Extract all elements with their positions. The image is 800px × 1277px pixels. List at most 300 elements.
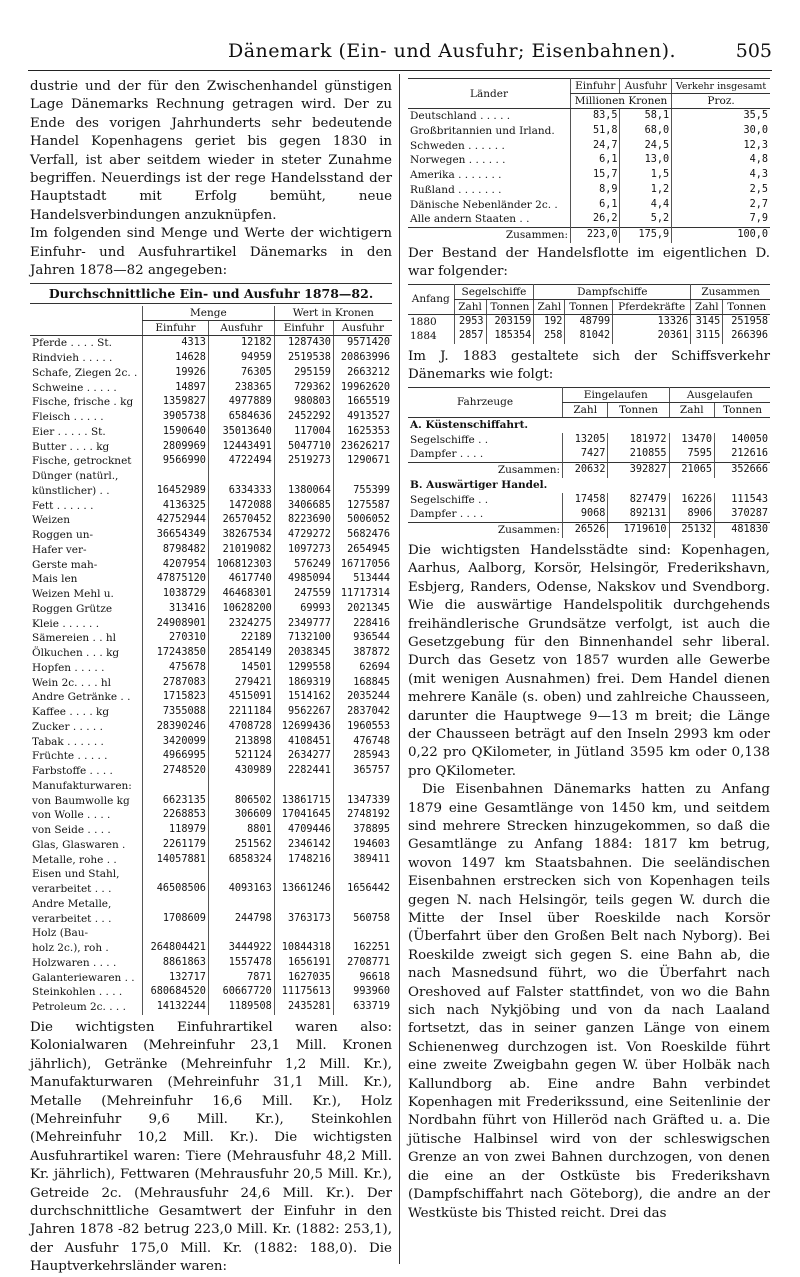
- row-value: 2261179: [143, 838, 209, 853]
- row-value: 117004: [274, 425, 333, 440]
- row-value: 30,0: [672, 124, 770, 139]
- row-value: 8223690: [274, 513, 333, 528]
- row-value: 12,3: [672, 139, 770, 154]
- running-title: Dänemark (Ein- und Ausfuhr; Eisenbahnen).: [228, 40, 677, 62]
- row-value: 1287430: [274, 336, 333, 351]
- trade-row: [30, 735, 392, 750]
- row-label: 1880: [410, 315, 437, 328]
- row-value: 203159: [486, 314, 534, 329]
- row-value: 35,5: [672, 109, 770, 124]
- row-value: 7871: [208, 971, 274, 986]
- countries-table: [408, 78, 770, 243]
- trade-row: [30, 646, 392, 661]
- row-value: [333, 926, 392, 941]
- trade-table-body: [30, 336, 392, 1015]
- row-value: [333, 897, 392, 912]
- row-value: 3145: [691, 314, 723, 329]
- row-value: 1590640: [143, 425, 209, 440]
- ausfuhr-header: Ausfuhr: [620, 79, 672, 94]
- row-value: [274, 469, 333, 484]
- fleet-table: [408, 284, 770, 345]
- ein-tonnen-header: Tonnen: [608, 402, 669, 417]
- trade-row: [30, 823, 392, 838]
- row-value: 1665519: [333, 395, 392, 410]
- row-label: Weizen: [32, 514, 71, 527]
- row-value: 24908901: [143, 617, 209, 632]
- row-value: 4729272: [274, 528, 333, 543]
- row-value: 806502: [208, 794, 274, 809]
- anfang-header: Anfang: [408, 284, 454, 314]
- row-label: Hafer ver-: [32, 543, 87, 556]
- trade-table: [30, 306, 392, 1015]
- row-value: 60667720: [208, 985, 274, 1000]
- row-value: 9562267: [274, 705, 333, 720]
- row-value: 270310: [143, 631, 209, 646]
- menge-header: Menge: [143, 306, 275, 321]
- row-value: 175,9: [620, 228, 672, 243]
- row-value: 14132244: [143, 1000, 209, 1015]
- row-label: Dampfer . . . .: [410, 448, 484, 461]
- row-label: Mais len: [32, 573, 78, 586]
- trade-row: [30, 985, 392, 1000]
- row-value: 251958: [723, 314, 770, 329]
- einfuhr-header: Einfuhr: [571, 79, 620, 94]
- row-value: 26526: [563, 523, 608, 538]
- row-value: 352666: [715, 463, 771, 478]
- aus-zahl-header: Zahl: [669, 402, 714, 417]
- trade-row: [30, 956, 392, 971]
- row-value: 132717: [143, 971, 209, 986]
- fleet-paragraph: Der Bestand der Handelsflotte im eigentlichen D. war folgender:: [408, 245, 770, 280]
- segel-zahl-header: Zahl: [454, 299, 486, 314]
- row-value: 1656191: [274, 956, 333, 971]
- segel-tonnen-header: Tonnen: [486, 299, 534, 314]
- row-value: 210855: [608, 447, 669, 462]
- row-value: 9068: [563, 507, 608, 522]
- row-value: 2953: [454, 314, 486, 329]
- row-value: 192: [534, 314, 565, 329]
- row-value: 19926: [143, 366, 209, 381]
- row-value: 5,2: [620, 212, 672, 227]
- row-value: 20863996: [333, 351, 392, 366]
- country-row: [408, 139, 770, 154]
- row-value: 9566990: [143, 454, 209, 469]
- row-value: 247559: [274, 587, 333, 602]
- row-value: 4093163: [208, 882, 274, 897]
- row-value: 1627035: [274, 971, 333, 986]
- row-value: 19962620: [333, 381, 392, 396]
- row-value: 387872: [333, 646, 392, 661]
- row-value: 4722494: [208, 454, 274, 469]
- row-label: Dünger (natürl.,: [32, 470, 119, 483]
- trade-row: [30, 779, 392, 794]
- row-value: 62694: [333, 661, 392, 676]
- row-value: 1380064: [274, 484, 333, 499]
- row-value: 2346142: [274, 838, 333, 853]
- trade-row: [30, 808, 392, 823]
- row-value: 24,7: [571, 139, 620, 154]
- row-value: 993960: [333, 985, 392, 1000]
- trade-row: [30, 572, 392, 587]
- row-value: 1359827: [143, 395, 209, 410]
- row-value: 2663212: [333, 366, 392, 381]
- row-label: Zusammen:: [408, 523, 563, 538]
- row-value: 5047710: [274, 440, 333, 455]
- row-value: 16226: [669, 493, 714, 508]
- row-label: Farbstoffe . . . .: [32, 765, 113, 778]
- laender-header: Länder: [408, 79, 571, 109]
- row-value: 481830: [715, 523, 771, 538]
- country-row: [408, 153, 770, 168]
- page-header: [28, 38, 772, 68]
- row-label: Rindvieh . . . . .: [32, 352, 113, 365]
- trade-row: [30, 558, 392, 573]
- countries-table-body: [408, 109, 770, 243]
- row-label: Butter . . . . kg: [32, 440, 110, 453]
- row-label: Holz (Bau-: [32, 927, 89, 940]
- row-value: 370287: [715, 507, 771, 522]
- row-value: 365757: [333, 764, 392, 779]
- row-value: [143, 926, 209, 941]
- trade-row: [30, 587, 392, 602]
- row-value: 1514162: [274, 690, 333, 705]
- row-value: 26570452: [208, 513, 274, 528]
- row-value: 6623135: [143, 794, 209, 809]
- row-value: 42752944: [143, 513, 209, 528]
- trade-row: [30, 661, 392, 676]
- row-value: 2268853: [143, 808, 209, 823]
- row-value: 14057881: [143, 853, 209, 868]
- row-value: 430989: [208, 764, 274, 779]
- row-value: 2708771: [333, 956, 392, 971]
- row-value: 4,8: [672, 153, 770, 168]
- row-label: Zucker . . . . .: [32, 720, 103, 733]
- traffic-row: [408, 507, 770, 522]
- trade-row: [30, 838, 392, 853]
- row-label: Gerste mah-: [32, 558, 98, 571]
- trade-row: [30, 617, 392, 632]
- row-value: 2349777: [274, 617, 333, 632]
- row-value: [274, 897, 333, 912]
- traffic-sum-row: [408, 523, 770, 538]
- trade-row: [30, 440, 392, 455]
- row-value: 14628: [143, 351, 209, 366]
- country-row: [408, 168, 770, 183]
- row-value: 2,7: [672, 198, 770, 213]
- row-label: Weizen Mehl u.: [32, 588, 114, 601]
- row-label: Fische, frische . kg: [32, 396, 134, 409]
- row-value: 8906: [669, 507, 714, 522]
- row-value: 4108451: [274, 735, 333, 750]
- row-value: 83,5: [571, 109, 620, 124]
- row-value: 2211184: [208, 705, 274, 720]
- ausgelaufen-header: Ausgelaufen: [669, 387, 770, 402]
- row-label: Manufakturwaren:: [32, 779, 132, 792]
- trade-row: [30, 543, 392, 558]
- row-value: 69993: [274, 602, 333, 617]
- row-value: 4985094: [274, 572, 333, 587]
- dampf-zahl-header: Zahl: [534, 299, 565, 314]
- wert-einfuhr-header: Einfuhr: [274, 321, 333, 336]
- row-value: 4207954: [143, 558, 209, 573]
- row-value: 10628200: [208, 602, 274, 617]
- section-label: B. Auswärtiger Handel.: [410, 478, 548, 491]
- zusammen-header: Zusammen: [691, 284, 770, 299]
- row-label: Dampfer . . . .: [410, 508, 484, 521]
- row-value: 892131: [608, 507, 669, 522]
- row-value: 14501: [208, 661, 274, 676]
- row-value: 21065: [669, 463, 714, 478]
- row-value: 4709446: [274, 823, 333, 838]
- trade-row: [30, 853, 392, 868]
- row-value: 266396: [723, 329, 770, 344]
- trade-row: [30, 676, 392, 691]
- dampf-pferde-header: Pferdekräfte: [613, 299, 691, 314]
- row-value: [143, 469, 209, 484]
- row-label: Kaffee . . . . kg: [32, 706, 110, 719]
- intro-paragraph: dustrie und der für den Zwischenhandel günstigen Lage Dänemarks Rechnung getragen wird. Der zu Ende des vorigen Jahrhunderts sehr bedeutende Handel Kopenhagens geriet bis gegen 1830 in Verfall, ist aber seitdem wieder in steter Zunahme begriffen. Neuerdings ist der rege Handelsstand der Hauptstadt mit Erfolg bemüht, neue Handelsverbindungen anzuknüpfen.: [30, 79, 392, 223]
- row-value: 8801: [208, 823, 274, 838]
- row-label: Schafe, Ziegen 2c. .: [32, 366, 138, 379]
- row-value: 13326: [613, 314, 691, 329]
- row-value: 2654945: [333, 543, 392, 558]
- row-value: 181972: [608, 433, 669, 448]
- row-value: 10844318: [274, 941, 333, 956]
- row-value: 38267534: [208, 528, 274, 543]
- row-value: 2748192: [333, 808, 392, 823]
- row-value: 6584636: [208, 410, 274, 425]
- row-value: 1656442: [333, 882, 392, 897]
- row-value: 1748216: [274, 853, 333, 868]
- trade-row: [30, 1000, 392, 1015]
- trade-row: [30, 912, 392, 927]
- row-value: 633719: [333, 1000, 392, 1015]
- row-value: 16452989: [143, 484, 209, 499]
- row-value: 264804421: [143, 941, 209, 956]
- row-value: [208, 897, 274, 912]
- row-value: 46468301: [208, 587, 274, 602]
- row-label: Schweine . . . . .: [32, 381, 117, 394]
- trade-row: [30, 705, 392, 720]
- row-label: Kleie . . . . . .: [32, 617, 100, 630]
- row-label: Alle andern Staaten . .: [410, 213, 530, 226]
- row-value: 14897: [143, 381, 209, 396]
- row-value: [274, 926, 333, 941]
- row-label: Metalle, rohe . .: [32, 853, 117, 866]
- row-value: 47875120: [143, 572, 209, 587]
- traffic-sum-row: [408, 463, 770, 478]
- row-value: 2519538: [274, 351, 333, 366]
- row-value: 13,0: [620, 153, 672, 168]
- row-value: 2435281: [274, 1000, 333, 1015]
- row-value: 1097273: [274, 543, 333, 558]
- row-label: Großbritannien und Irland.: [410, 124, 555, 137]
- row-value: 3406685: [274, 499, 333, 514]
- row-label: Deutschland . . . . .: [410, 110, 511, 122]
- outro-paragraph: Die wichtigsten Einfuhrartikel waren also: Kolonialwaren (Mehreinfuhr 23,1 Mill. Kronen jährlich), Getränke (Mehreinfuhr 1,2 Mill. Kr.), Manufakturwaren (Mehreinfuhr 31,1 Mill. Kr.), Metalle (Mehreinfuhr 16,6 Mill. Kr.), Holz (Mehreinfuhr 9,6 Mill. Kr.), Steinkohlen (Mehreinfuhr 10,2 Mill. Kr.). Die wichtigsten Ausfuhrartikel waren: Tiere (Mehrausfuhr 48,2 Mill. Kr. jährlich), Fettwaren (Mehrausfuhr 20,5 Mill. Kr.), Getreide 2c. (Mehrausfuhr 24,6 Mill. Kr.). Der durchschnittliche Gesamtwert der Einfuhr in den Jahren 1878 -82 betrug 223,0 Mill. Kr. (1882: 253,1), der Ausfuhr 175,0 Mill. Kr. (1882: 188,0). Die Hauptverkehrsländer waren:: [30, 1019, 392, 1275]
- row-label: von Seide . . . .: [32, 824, 111, 837]
- row-label: Fleisch . . . . .: [32, 411, 104, 424]
- row-label: Hopfen . . . . .: [32, 661, 105, 674]
- row-value: 2837042: [333, 705, 392, 720]
- row-value: 258: [534, 329, 565, 344]
- traffic-table: [408, 387, 770, 538]
- row-value: 1038729: [143, 587, 209, 602]
- row-value: 140050: [715, 433, 771, 448]
- trade-row: [30, 499, 392, 514]
- row-value: 22189: [208, 631, 274, 646]
- row-label: Steinkohlen . . . .: [32, 986, 123, 999]
- row-value: 4617740: [208, 572, 274, 587]
- row-value: 729362: [274, 381, 333, 396]
- row-value: 4,3: [672, 168, 770, 183]
- column-divider: [399, 74, 400, 1264]
- row-value: 279421: [208, 676, 274, 691]
- row-label: Wein 2c. . . . hl: [32, 676, 111, 689]
- row-value: 1347339: [333, 794, 392, 809]
- row-value: 285943: [333, 749, 392, 764]
- page-number: 505: [735, 40, 772, 62]
- traffic-row: [408, 447, 770, 462]
- row-label: Rußland . . . . . . .: [410, 183, 502, 196]
- row-value: 15,7: [571, 168, 620, 183]
- row-label: verarbeitet . . .: [32, 883, 112, 896]
- row-label: künstlicher) . .: [32, 484, 110, 497]
- row-value: 6,1: [571, 153, 620, 168]
- fleet-row: [408, 314, 770, 329]
- row-value: 2,5: [672, 183, 770, 198]
- row-value: 213898: [208, 735, 274, 750]
- row-label: holz 2c.), roh .: [32, 942, 109, 955]
- row-value: 4313: [143, 336, 209, 351]
- row-label: Andre Metalle,: [32, 897, 112, 910]
- row-label: Fische, getrocknet: [32, 455, 132, 468]
- wert-header: Wert in Kronen: [274, 306, 392, 321]
- row-value: 244798: [208, 912, 274, 927]
- row-value: 513444: [333, 572, 392, 587]
- intro-paragraph-2: Im folgenden sind Menge und Werte der wichtigern Einfuhr- und Ausfuhrartikel Dänemarks in den Jahren 1878—82 angegeben:: [30, 226, 392, 279]
- row-value: 3763173: [274, 912, 333, 927]
- trade-row: [30, 336, 392, 351]
- row-value: 46508506: [143, 882, 209, 897]
- row-value: 9571420: [333, 336, 392, 351]
- row-label: Petroleum 2c. . . .: [32, 1001, 126, 1014]
- row-value: 58,1: [620, 109, 672, 124]
- row-label: Eier . . . . . St.: [32, 425, 106, 438]
- row-value: 392827: [608, 463, 669, 478]
- eingelaufen-header: Eingelaufen: [563, 387, 670, 402]
- row-value: 313416: [143, 602, 209, 617]
- row-value: 3420099: [143, 735, 209, 750]
- row-value: 238365: [208, 381, 274, 396]
- row-value: 168845: [333, 676, 392, 691]
- row-value: 3444922: [208, 941, 274, 956]
- row-value: 6334333: [208, 484, 274, 499]
- trade-row: [30, 749, 392, 764]
- row-value: 2282441: [274, 764, 333, 779]
- row-value: 827479: [608, 493, 669, 508]
- row-value: 5006052: [333, 513, 392, 528]
- row-label: Amerika . . . . . . .: [410, 169, 502, 181]
- menge-einfuhr-header: Einfuhr: [143, 321, 209, 336]
- row-value: 476748: [333, 735, 392, 750]
- row-value: 7132100: [274, 631, 333, 646]
- row-value: [208, 779, 274, 794]
- row-label: Galanteriewaren . .: [32, 971, 135, 984]
- row-value: [274, 867, 333, 882]
- row-value: 13861715: [274, 794, 333, 809]
- country-row: [408, 183, 770, 198]
- row-value: 4977889: [208, 395, 274, 410]
- row-value: 26,2: [571, 212, 620, 227]
- trade-row: [30, 941, 392, 956]
- row-value: 2854149: [208, 646, 274, 661]
- row-label: Ölkuchen . . . kg: [32, 647, 120, 660]
- row-label: Tabak . . . . . .: [32, 735, 104, 748]
- row-value: 1869319: [274, 676, 333, 691]
- row-value: 2038345: [274, 646, 333, 661]
- row-value: 1960553: [333, 720, 392, 735]
- section-a-row: [408, 417, 770, 432]
- row-value: 475678: [143, 661, 209, 676]
- row-label: Eisen und Stahl,: [32, 868, 120, 881]
- row-value: 8798482: [143, 543, 209, 558]
- dampf-header: Dampfschiffe: [534, 284, 691, 299]
- trade-row: [30, 882, 392, 897]
- row-value: 2021345: [333, 602, 392, 617]
- row-label: Schweden . . . . . .: [410, 139, 505, 152]
- row-label: Pferde . . . . St.: [32, 337, 112, 350]
- row-value: 94959: [208, 351, 274, 366]
- section-label: A. Küstenschiffahrt.: [410, 418, 529, 431]
- zus-tonnen-header: Tonnen: [723, 299, 770, 314]
- traffic-table-body: [408, 417, 770, 538]
- zus-zahl-header: Zahl: [691, 299, 723, 314]
- row-value: 162251: [333, 941, 392, 956]
- row-value: 48799: [565, 314, 613, 329]
- row-value: 228416: [333, 617, 392, 632]
- trade-row: [30, 720, 392, 735]
- row-value: 1715823: [143, 690, 209, 705]
- row-value: 2035244: [333, 690, 392, 705]
- row-value: 2787083: [143, 676, 209, 691]
- row-value: 1290671: [333, 454, 392, 469]
- row-value: 1,5: [620, 168, 672, 183]
- row-value: 1708609: [143, 912, 209, 927]
- trade-row: [30, 897, 392, 912]
- trade-row: [30, 764, 392, 779]
- trade-row: [30, 351, 392, 366]
- row-value: 185354: [486, 329, 534, 344]
- row-value: [333, 867, 392, 882]
- header-rule: [28, 70, 772, 71]
- row-value: 1299558: [274, 661, 333, 676]
- units-header: Millionen Kronen: [571, 94, 672, 109]
- section-b-row: [408, 478, 770, 493]
- trade-row: [30, 425, 392, 440]
- row-value: 1189508: [208, 1000, 274, 1015]
- row-value: 306609: [208, 808, 274, 823]
- row-value: [274, 779, 333, 794]
- row-value: [143, 779, 209, 794]
- row-value: 28390246: [143, 720, 209, 735]
- row-label: von Wolle . . . .: [32, 809, 111, 822]
- trade-row: [30, 690, 392, 705]
- cities-paragraph: Die wichtigsten Handelsstädte sind: Kopenhagen, Aarhus, Aalborg, Korsör, Helsingör, Frederikshavn, Esbjerg, Randers, Odense, Nakskov und Svendborg. Wie die auswärtige Handelspolitik durchgehends freihändlerische Grundsätze verfolgt, ist auch die Gesetzgebung für den Binnenhandel sehr liberal. Durch das Gesetz von 1857 wurden alle Gewerbe (mit wenigen Ausnahmen) frei. Dem Handel dienen mehrere Kanäle (s. oben) und zahlreiche Chausseen, darunter die Hauptwege 9—13 m breit; die Länge der Chausseen beträgt auf den Inseln 2993 km oder 0,22 pro QKilometer, in Jütland 3595 km oder 0,138 pro QKilometer.: [408, 542, 770, 779]
- row-value: 13661246: [274, 882, 333, 897]
- row-value: 1,2: [620, 183, 672, 198]
- row-value: 4913527: [333, 410, 392, 425]
